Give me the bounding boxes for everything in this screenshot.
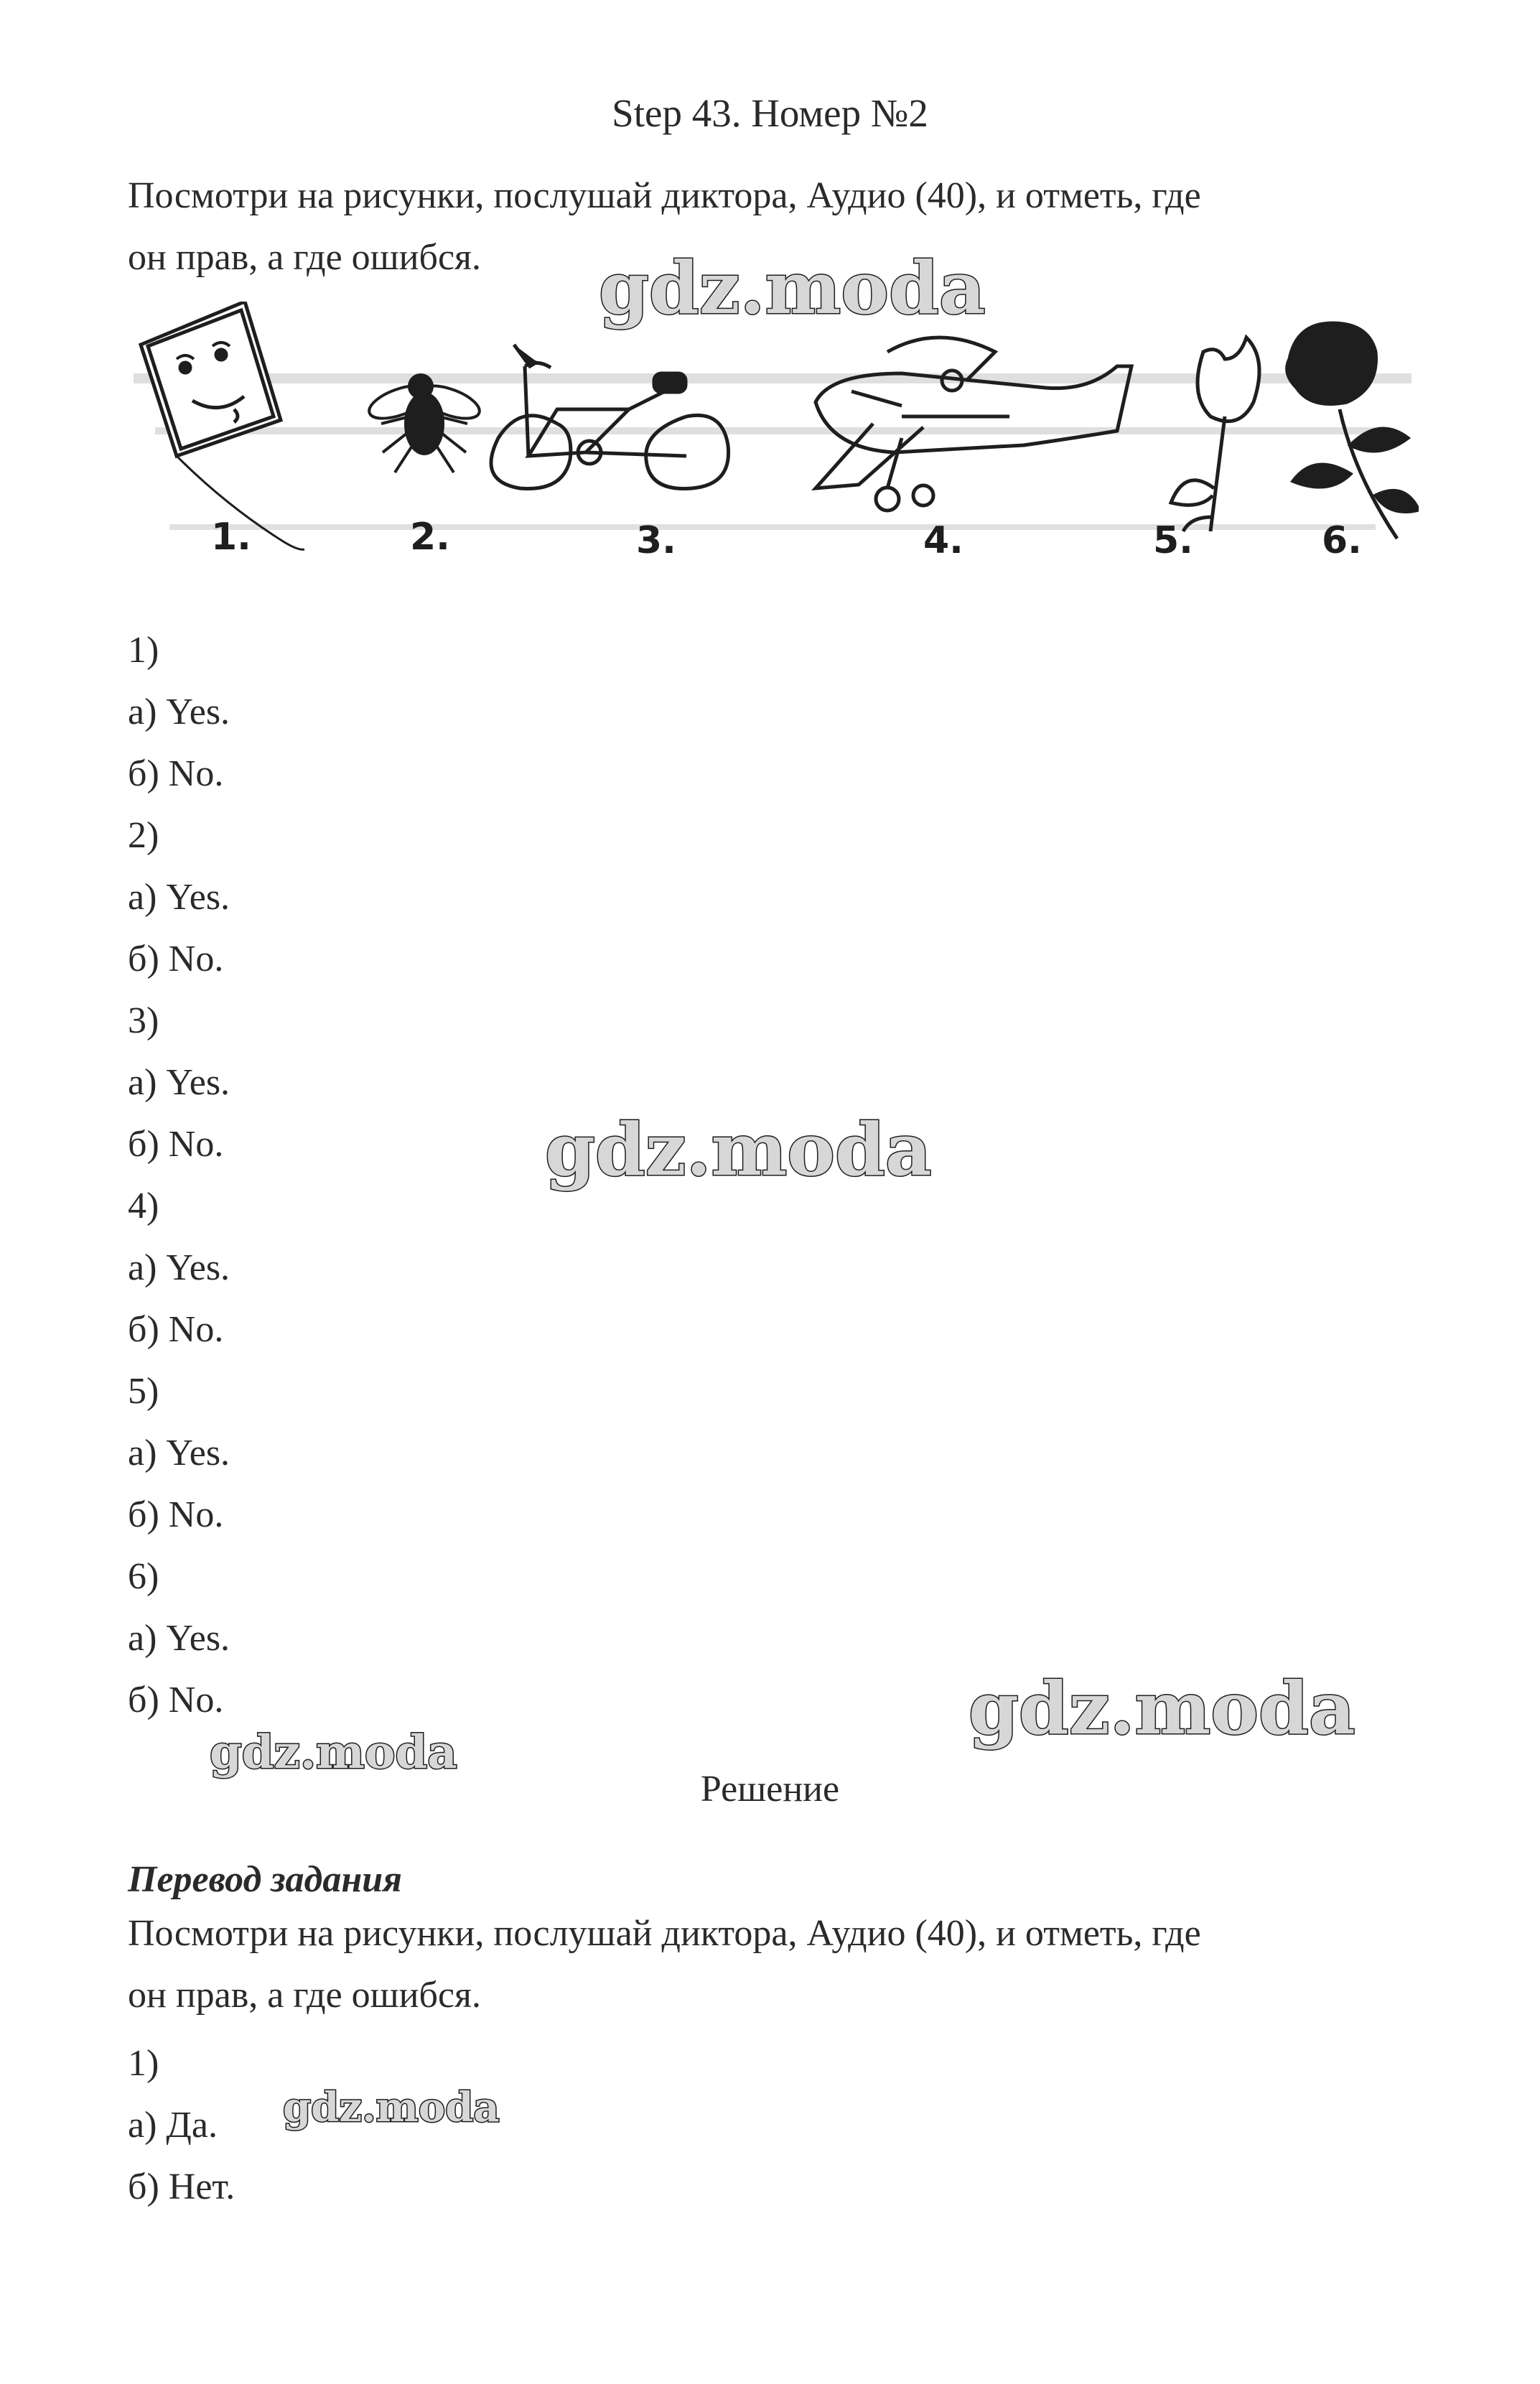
kite-icon <box>141 302 304 549</box>
watermark <box>281 2082 526 2133</box>
translation-heading: Перевод задания <box>128 1859 402 1900</box>
question-number: 3) <box>128 1000 159 1041</box>
picture-label-2: 2. <box>410 516 450 559</box>
solution-title: Решение <box>700 1769 840 1810</box>
task-instruction-line-1: Посмотри на рисунки, послушай диктора, Аудио (40), и отметь, где <box>128 175 1201 216</box>
svg-text:gdz.moda: gdz.moda <box>210 1726 457 1779</box>
translation-line-2: он прав, а где ошибся. <box>128 1975 481 2016</box>
picture-strip <box>126 302 1419 574</box>
watermark <box>542 1106 987 1192</box>
answer-option-b: б) Нет. <box>128 2166 235 2207</box>
translation-line-1: Посмотри на рисунки, послушай диктора, Аудио (40), и отметь, где <box>128 1913 1201 1954</box>
option-b: б) No. <box>128 1309 224 1350</box>
option-a: а) Yes. <box>128 1618 230 1659</box>
question-number: 1) <box>128 630 159 671</box>
picture-label-6: 6. <box>1322 519 1362 562</box>
fly-icon <box>365 375 483 472</box>
question-number: 4) <box>128 1186 159 1226</box>
option-b: б) No. <box>128 1680 224 1721</box>
svg-text:gdz.moda: gdz.moda <box>969 1666 1355 1751</box>
option-a: а) Yes. <box>128 877 230 918</box>
picture-label-4: 4. <box>923 519 963 562</box>
airplane-icon <box>816 337 1131 511</box>
task-instruction-line-2: он прав, а где ошибся. <box>128 237 481 278</box>
picture-label-5: 5. <box>1153 519 1193 562</box>
answer-number: 1) <box>128 2043 159 2084</box>
watermark <box>596 244 1041 330</box>
page-title: Step 43. Номер №2 <box>612 91 928 135</box>
svg-text:gdz.moda: gdz.moda <box>545 1107 932 1192</box>
answer-option-a: а) Да. <box>128 2105 218 2146</box>
option-a: а) Yes. <box>128 1062 230 1103</box>
picture-label-3: 3. <box>636 519 676 562</box>
picture-label-1: 1. <box>211 516 251 559</box>
option-b: б) No. <box>128 1494 224 1535</box>
question-number: 5) <box>128 1371 159 1412</box>
option-b: б) No. <box>128 753 224 794</box>
svg-text:gdz.moda: gdz.moda <box>283 2084 500 2131</box>
watermark <box>966 1664 1425 1751</box>
svg-text:gdz.moda: gdz.moda <box>599 246 986 330</box>
bicycle-icon <box>491 345 729 489</box>
option-b: б) No. <box>128 939 224 979</box>
option-a: а) Yes. <box>128 1247 230 1288</box>
watermark <box>208 1723 510 1781</box>
question-number: 2) <box>128 815 159 856</box>
question-number: 6) <box>128 1556 159 1597</box>
option-a: а) Yes. <box>128 692 230 732</box>
option-a: а) Yes. <box>128 1433 230 1473</box>
option-b: б) No. <box>128 1124 224 1165</box>
